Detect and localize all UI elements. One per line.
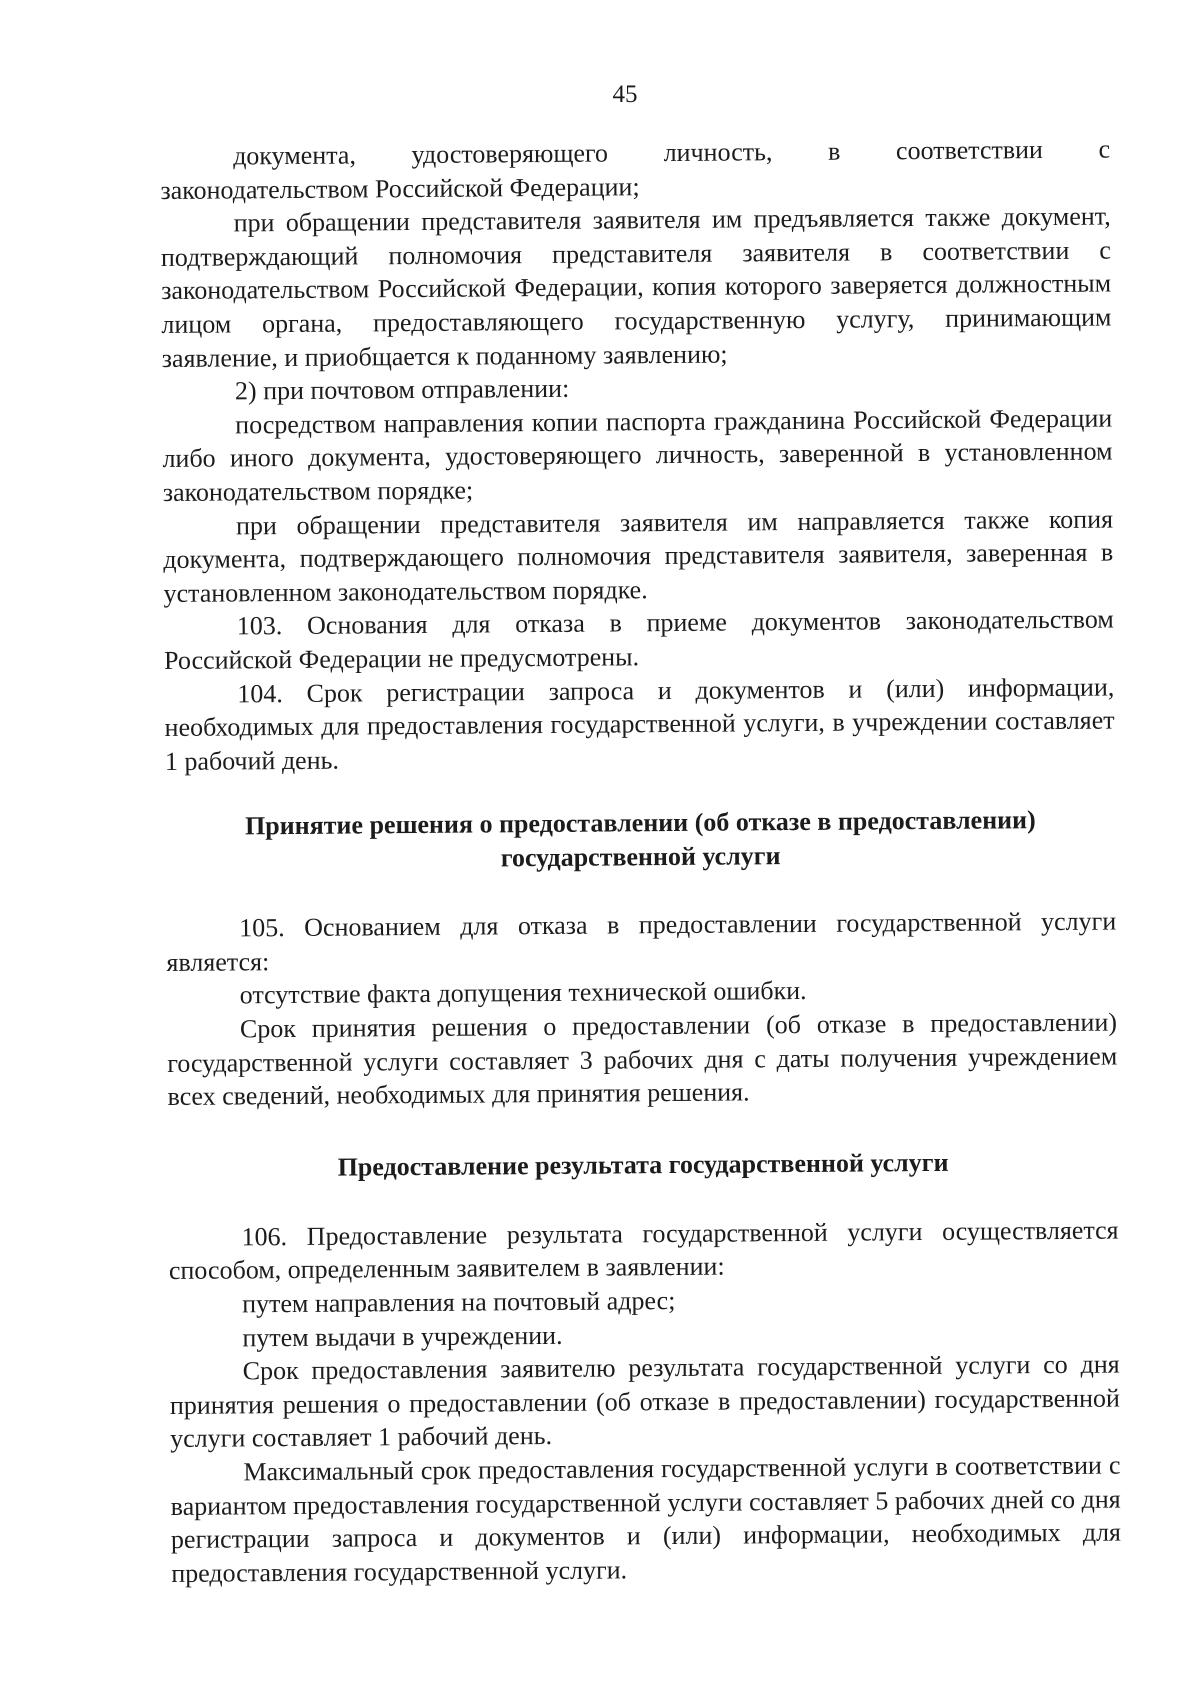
document-body [160,133,1121,1591]
paragraph: при обращении представителя заявителя им направляется также копия документа, подтверждающего полномочия представителя заявителя, заверенная в установленном законодательством порядке. [163,504,1114,608]
paragraph: отсутствие факта допущения технической ошибки. [239,976,807,1010]
paragraph: 2) при почтовом отправлении: [234,373,570,406]
paragraph: Срок принятия решения о предоставлении (об отказе в предоставлении) государственной услуги составляет 3 рабочих дня с даты получения учреждением всех сведений, необходимых для принятия решения. [167,1007,1118,1112]
paragraph: документа, удостоверяющего личность, в соответствии с [233,134,1111,171]
paragraph: Максимальный срок предоставления государственной услуги в соответствии с вариантом предоставления государственной услуги составляет 5 рабочих дней со дня регистрации запроса и документов и (или) информации, необходимых для предоставления государственной услуги. [170,1450,1122,1588]
paragraph: 103. Основания для отказа в приеме документов законодательством Российской Федерации не предусмотрены. [163,604,1114,675]
paragraph: путем выдачи в учреждении. [242,1320,563,1353]
paragraph: 106. Предоставление результата государственной услуги осуществляется способом, определенным заявителем в заявлении: [168,1215,1119,1286]
paragraph: при обращении представителя заявителя им предъявляется также документ, подтверждающий полномочия представителя заявителя в соответствии с законодательством Российской Федерации, копия которого заверяется должностным лицом органа, предоставляющего государственную услугу, принимающим заявление, и приобщается к поданному заявлению; [160,201,1112,373]
paragraph: 104. Срок регистрации запроса и документов и (или) информации, необходимых для предоставления государственной услуги, в учреждении составляет 1 рабочий день. [164,672,1115,776]
paragraph: законодательством Российской Федерации; [160,171,640,205]
section-heading: Предоставление результата государственной услуги [337,1147,949,1182]
paragraph: Срок предоставления заявителю результата государственной услуги со дня принятия решения о предоставлении (об отказе в предоставлении) государственной услуги составляет 1 рабочий день. [169,1349,1121,1454]
page-number: 45 [612,81,638,108]
section-heading [165,803,1116,878]
paragraph: 105. Основанием для отказа в предоставлении государственной услуги является: [166,906,1117,977]
paragraph: путем направления на почтовый адрес; [242,1286,676,1319]
section-heading-line: государственной услуги [500,841,781,873]
paragraph: посредством направления копии паспорта гражданина Российской Федерации либо иного документа, удостоверяющего личность, заверенной в установленном законодательством порядке; [162,403,1113,507]
section-heading-line: Принятие решения о предоставлении (об отказе в предоставлении) [244,805,1036,841]
